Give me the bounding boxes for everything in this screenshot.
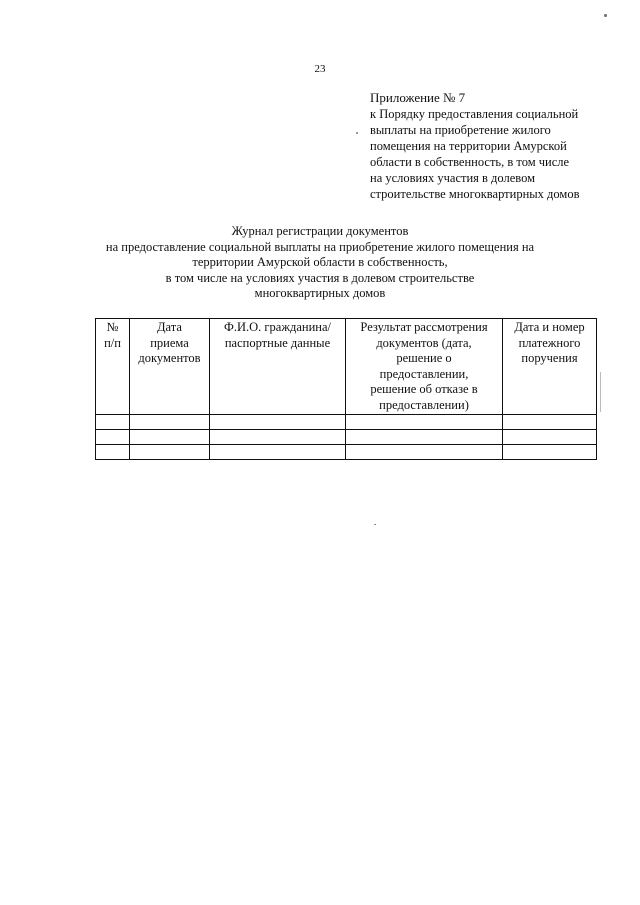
table-cell xyxy=(346,430,503,445)
table-cell xyxy=(96,415,130,430)
journal-title-line: территории Амурской области в собственность, xyxy=(192,255,448,269)
appendix-line: к Порядку предоставления социальной xyxy=(370,107,579,121)
table-cell xyxy=(210,415,346,430)
table-cell xyxy=(346,415,503,430)
table-cell xyxy=(130,430,210,445)
appendix-line: выплаты на приобретение жилого xyxy=(370,123,551,137)
table-cell xyxy=(503,445,597,460)
table-cell xyxy=(346,445,503,460)
appendix-title: Приложение № 7 xyxy=(370,90,466,105)
appendix-line: области в собственность, в том числе xyxy=(370,155,570,169)
appendix-line: строительстве многоквартирных домов xyxy=(370,187,580,201)
table-row xyxy=(96,445,597,460)
table-row xyxy=(96,415,597,430)
scan-speck xyxy=(374,524,376,525)
scan-speck xyxy=(356,132,358,134)
journal-title-line: на предоставление социальной выплаты на приобретение жилого помещения на xyxy=(105,239,535,254)
appendix-line: помещения на территории Амурской xyxy=(370,139,567,153)
table-cell xyxy=(503,430,597,445)
scan-speck xyxy=(600,372,601,412)
table-row xyxy=(96,430,597,445)
journal-title xyxy=(60,224,580,302)
scan-speck xyxy=(604,14,607,17)
table-cell xyxy=(503,415,597,430)
page-number: 23 xyxy=(314,63,326,75)
header-row xyxy=(96,319,597,415)
journal-table xyxy=(95,318,597,460)
journal-title-line: многоквартирных домов xyxy=(254,286,386,300)
table-cell xyxy=(210,445,346,460)
appendix-block xyxy=(370,90,632,202)
header-cell-number: № п/п xyxy=(96,319,130,415)
journal-title-line: в том числе на условиях участия в долевом строительстве xyxy=(165,270,475,285)
table-cell xyxy=(210,430,346,445)
header-cell-date-received: Дата приема документов xyxy=(130,319,210,415)
appendix-line: на условиях участия в долевом xyxy=(370,171,536,185)
journal-table-body xyxy=(96,415,597,460)
table-cell xyxy=(96,445,130,460)
header-cell-citizen-name: Ф.И.О. гражданина/ паспортные данные xyxy=(210,319,346,415)
header-cell-review-result: Результат рассмотрения документов (дата, решение о предоставлении, решение об отказе в предоставлении) xyxy=(346,319,503,415)
table-cell xyxy=(130,415,210,430)
header-cell-payment-order: Дата и номер платежного поручения xyxy=(503,319,597,415)
journal-title-line: Журнал регистрации документов xyxy=(231,224,409,238)
table-cell xyxy=(130,445,210,460)
table-cell xyxy=(96,430,130,445)
